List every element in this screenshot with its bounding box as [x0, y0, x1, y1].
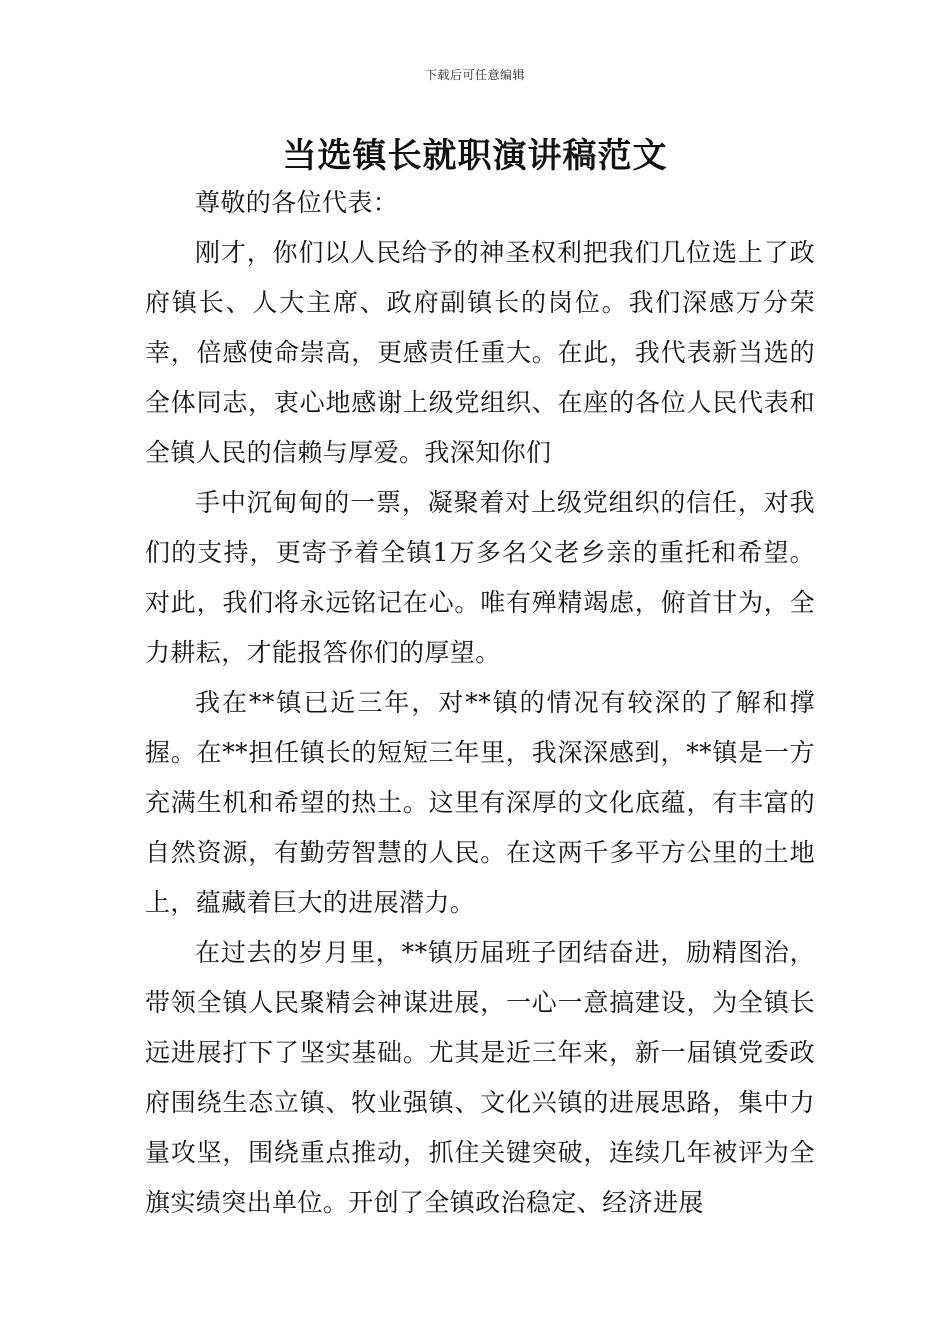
document-body	[145, 178, 815, 1228]
paragraph-3: 我在**镇已近三年，对**镇的情况有较深的了解和撑握。在**担任镇长的短短三年里，我深深感到，**镇是一方充满生机和希望的热土。这里有深厚的文化底蕴，有丰富的自然资源，有勤劳智慧的人民。在这两千多平方公里的土地上，蕴藏着巨大的进展潜力。	[145, 688, 815, 917]
document-title: 当选镇长就职演讲稿范文	[282, 136, 668, 176]
paragraph-1: 刚才，你们以人民给予的神圣权利把我们几位选上了政府镇长、人大主席、政府副镇长的岗位。我们深感万分荣幸，倍感使命崇高，更感责任重大。在此，我代表新当选的全体同志，衷心地感谢上级党组织、在座的各位人民代表和全镇人民的信赖与厚爱。我深知你们	[145, 238, 815, 467]
paragraph-2: 手中沉甸甸的一票，凝聚着对上级党组织的信任，对我们的支持，更寄予着全镇1万多名父老乡亲的重托和希望。对此，我们将永远铭记在心。唯有殚精竭虑，俯首甘为，全力耕耘，才能报答你们的厚望。	[145, 488, 815, 667]
header-note: 下载后可任意编辑	[424, 68, 525, 82]
salutation: 尊敬的各位代表：	[195, 188, 399, 217]
paragraph-4: 在过去的岁月里，**镇历届班子团结奋进，励精图治，带领全镇人民聚精会神谋进展，一心一意搞建设，为全镇长远进展打下了坚实基础。尤其是近三年来，新一届镇党委政府围绕生态立镇、牧业强镇、文化兴镇的进展思路，集中力量攻坚，围绕重点推动，抓住关键突破，连续几年被评为全旗实绩突出单位。开创了全镇政治稳定、经济进展	[145, 938, 815, 1217]
